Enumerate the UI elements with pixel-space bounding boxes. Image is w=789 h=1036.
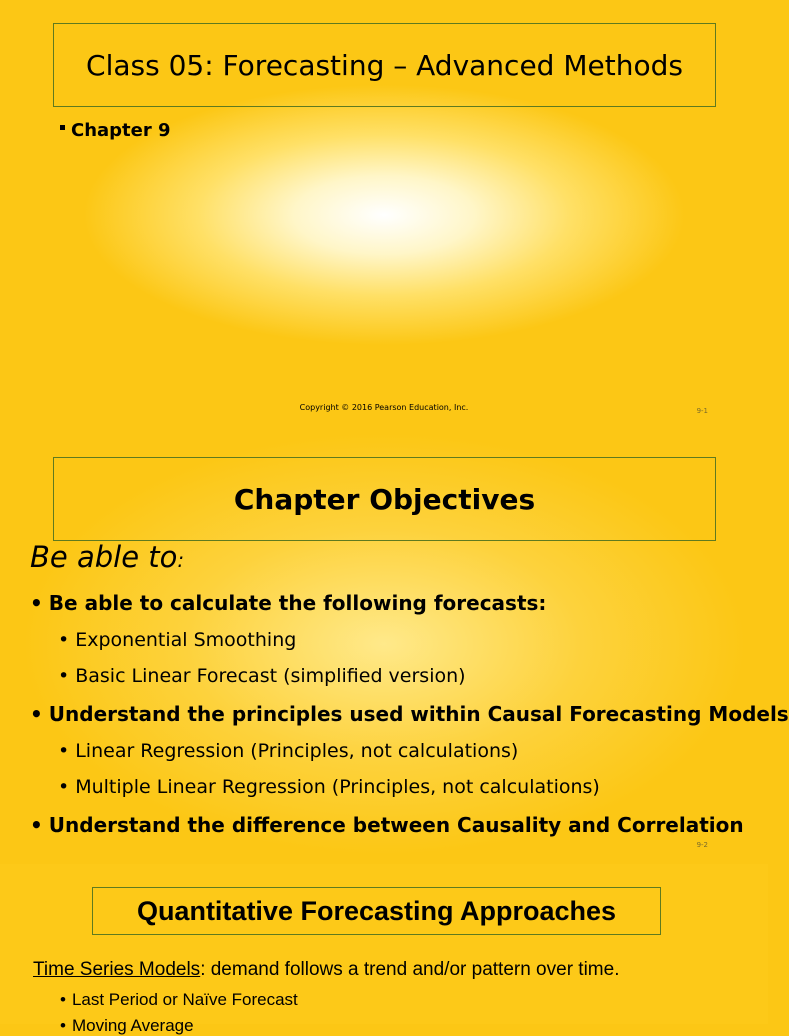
bullet-icon: • xyxy=(60,990,66,1009)
bullet-icon: • xyxy=(30,813,43,837)
slide-2-lead-colon: : xyxy=(177,548,185,572)
slide-2 xyxy=(0,434,789,864)
objective-sub-bullet xyxy=(58,629,296,651)
slide-3-title: Quantitative Forecasting Approaches xyxy=(92,887,661,935)
method-bullet xyxy=(60,990,298,1010)
slide-1-page-number: 9-1 xyxy=(696,407,708,415)
method-bullet-text: Last Period or Naïve Forecast xyxy=(71,990,298,1009)
slide-1 xyxy=(0,0,768,434)
time-series-description: : demand follows a trend and/or pattern over time. xyxy=(200,959,620,980)
time-series-term: Time Series Models xyxy=(33,959,201,980)
bullet-icon: • xyxy=(30,702,43,726)
slide-1-bullet-text: Chapter 9 xyxy=(71,120,171,141)
slide-2-title: Chapter Objectives xyxy=(53,457,716,541)
slide-2-page-number: 9-2 xyxy=(696,841,708,849)
objective-bullet xyxy=(30,813,744,837)
objective-sub-bullet-text: Exponential Smoothing xyxy=(75,629,297,651)
objective-bullet xyxy=(30,591,546,615)
objective-bullet-text: Understand the difference between Causality and Correlation xyxy=(48,813,744,837)
slide-2-lead xyxy=(30,540,184,574)
slide-1-bullet xyxy=(60,120,171,141)
bullet-icon: • xyxy=(58,740,70,762)
slide-3 xyxy=(0,864,768,1035)
time-series-line xyxy=(33,959,619,981)
method-bullet-text: Moving Average xyxy=(71,1016,194,1035)
objective-sub-bullet-text: Basic Linear Forecast (simplified version) xyxy=(75,665,466,687)
copyright-text: Copyright © 2016 Pearson Education, Inc. xyxy=(299,403,469,412)
objective-sub-bullet-text: Multiple Linear Regression (Principles, not calculations) xyxy=(75,776,600,798)
objective-bullet-text: Understand the principles used within Causal Forecasting Models xyxy=(48,702,789,726)
bullet-icon: • xyxy=(58,629,70,651)
objective-bullet-text: Be able to calculate the following forecasts: xyxy=(48,591,547,615)
slide-2-lead-text: Be able to xyxy=(30,540,178,574)
objective-sub-bullet xyxy=(58,665,466,687)
bullet-icon: • xyxy=(58,665,70,687)
bullet-icon: • xyxy=(60,1016,66,1035)
objective-sub-bullet-text: Linear Regression (Principles, not calculations) xyxy=(75,740,519,762)
objective-bullet xyxy=(30,702,789,726)
method-bullet xyxy=(60,1016,194,1036)
objective-sub-bullet xyxy=(58,776,600,798)
bullet-icon: • xyxy=(58,776,70,798)
bullet-icon: • xyxy=(30,591,43,615)
square-bullet-icon xyxy=(60,125,65,130)
slide-1-title: Class 05: Forecasting – Advanced Methods xyxy=(53,23,716,107)
objective-sub-bullet xyxy=(58,740,518,762)
